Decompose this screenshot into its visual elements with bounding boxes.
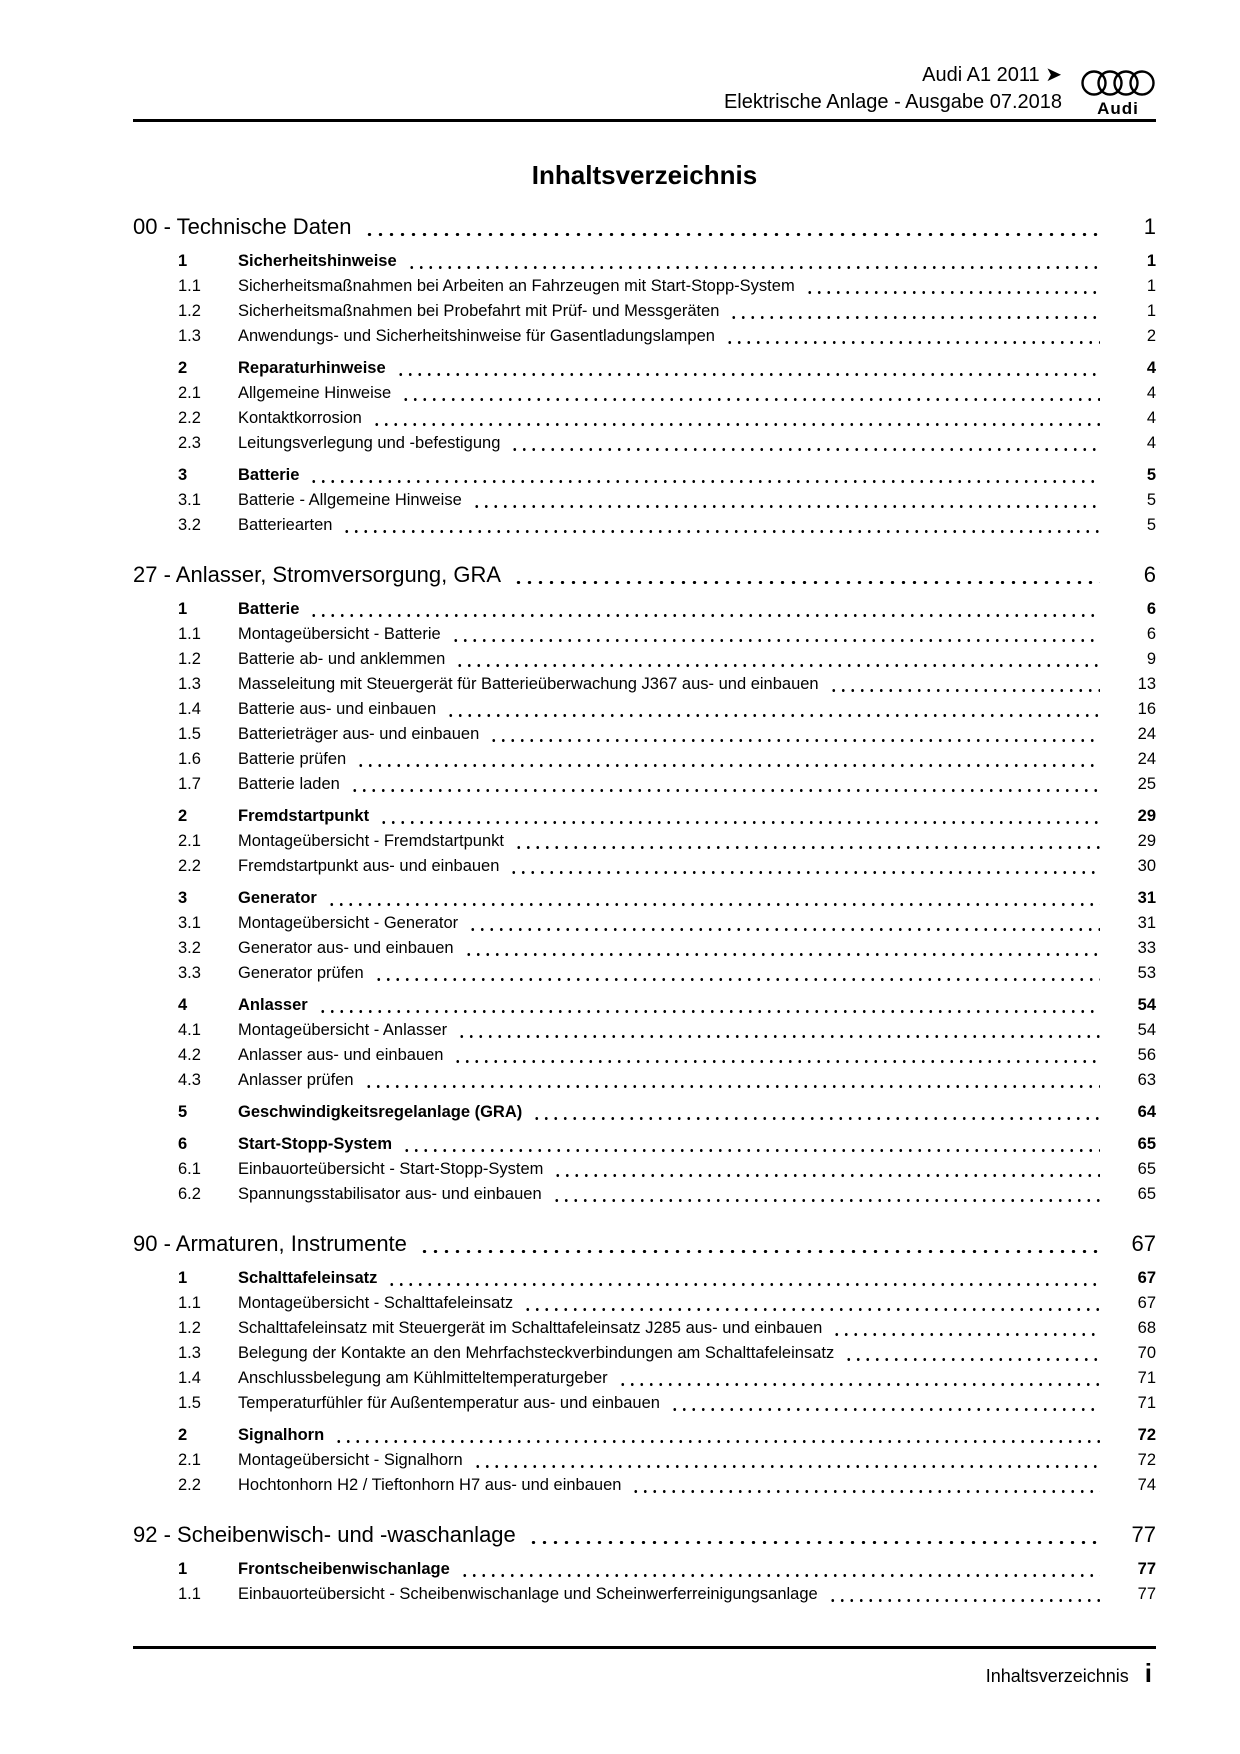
entry-page-number: 4 <box>1146 434 1156 452</box>
entry-page-number: 72 <box>1137 1451 1156 1469</box>
entry-number: 2.1 <box>178 384 201 402</box>
toc-entry-row <box>133 1100 1156 1125</box>
entry-number: 1.5 <box>178 725 201 743</box>
entry-number: 6.1 <box>178 1160 201 1178</box>
entry-number: 1 <box>178 252 188 270</box>
toc-entry-row <box>133 1018 1156 1043</box>
leader-dots <box>402 1149 1100 1152</box>
toc-entry-row <box>133 1473 1156 1498</box>
section-title: 90 - Armaturen, Instrumente <box>133 1231 407 1256</box>
entry-number: 5 <box>178 1103 188 1121</box>
leader-dots <box>446 714 1100 717</box>
toc-entry-row <box>133 993 1156 1018</box>
entry-title: Frontscheibenwischanlage <box>238 1560 450 1578</box>
entry-page-number: 29 <box>1137 832 1156 850</box>
entry-number: 4.2 <box>178 1046 201 1064</box>
entry-page-number: 6 <box>1146 600 1156 618</box>
entry-title: Batteriearten <box>238 516 333 534</box>
entry-number: 1.6 <box>178 750 201 768</box>
entry-page-number: 16 <box>1137 700 1156 718</box>
entry-number: 2.2 <box>178 409 201 427</box>
leader-dots <box>805 291 1100 294</box>
section-entries <box>133 249 1156 538</box>
leader-dots <box>453 1060 1100 1063</box>
footer-rule <box>133 1646 1156 1649</box>
toc-entry-row <box>133 1043 1156 1068</box>
entry-number: 4.1 <box>178 1021 201 1039</box>
leader-dots <box>464 953 1100 956</box>
leader-dots <box>451 639 1100 642</box>
entry-page-number: 67 <box>1137 1294 1156 1312</box>
toc-entry-row <box>133 747 1156 772</box>
leader-dots <box>523 1308 1100 1311</box>
entry-page-number: 54 <box>1137 1021 1156 1039</box>
entry-page-number: 31 <box>1137 889 1156 907</box>
entry-page-number: 2 <box>1146 327 1156 345</box>
leader-dots <box>468 928 1100 931</box>
entry-title: Sicherheitshinweise <box>238 252 397 270</box>
entry-title: Hochtonhorn H2 / Tieftonhorn H7 aus- und einbauen <box>238 1476 622 1494</box>
section-title: 92 - Scheibenwisch- und -waschanlage <box>133 1522 516 1547</box>
entry-title: Batterie ab- und anklemmen <box>238 650 446 668</box>
entry-title: Masseleitung mit Steuergerät für Batterieüberwachung J367 aus- und einbauen <box>238 675 819 693</box>
toc-entry-row <box>133 406 1156 431</box>
entry-title: Einbauorteübersicht - Start-Stopp-System <box>238 1160 544 1178</box>
toc-entry-row <box>133 1391 1156 1416</box>
entry-title: Signalhorn <box>238 1426 325 1444</box>
entry-number: 1 <box>178 600 188 618</box>
leader-dots <box>364 1085 1100 1088</box>
entry-number: 1.4 <box>178 700 201 718</box>
entry-page-number: 71 <box>1137 1394 1156 1412</box>
entry-title: Reparaturhinweise <box>238 359 386 377</box>
toc-entry-row <box>133 356 1156 381</box>
entry-page-number: 77 <box>1137 1560 1156 1578</box>
entry-title: Montageübersicht - Fremdstartpunkt <box>238 832 504 850</box>
entry-page-number: 67 <box>1137 1269 1156 1287</box>
entry-number: 2.1 <box>178 1451 201 1469</box>
leader-dots <box>372 423 1100 426</box>
entry-number: 3.1 <box>178 491 201 509</box>
leader-dots <box>514 846 1100 849</box>
entry-number: 3.3 <box>178 964 201 982</box>
entry-number: 1.2 <box>178 302 201 320</box>
toc-entry-row <box>133 1423 1156 1448</box>
section-page-number: 1 <box>1143 214 1156 239</box>
toc-entry-row <box>133 1132 1156 1157</box>
section-page-number: 67 <box>1131 1231 1156 1256</box>
entry-page-number: 1 <box>1146 252 1156 270</box>
leader-dots <box>670 1408 1100 1411</box>
entry-title: Belegung der Kontakte an den Mehrfachsteckverbindungen am Schalttafeleinsatz <box>238 1344 835 1362</box>
entry-title: Anlasser aus- und einbauen <box>238 1046 444 1064</box>
entry-page-number: 63 <box>1137 1071 1156 1089</box>
section-row <box>133 1229 1156 1259</box>
entry-number: 1.3 <box>178 675 201 693</box>
section-row <box>133 560 1156 590</box>
entry-title: Fremdstartpunkt <box>238 807 370 825</box>
entry-page-number: 24 <box>1137 725 1156 743</box>
entry-title: Anwendungs- und Sicherheitshinweise für Gasentladungslampen <box>238 327 715 345</box>
entry-page-number: 5 <box>1146 466 1156 484</box>
entry-title: Montageübersicht - Schalttafeleinsatz <box>238 1294 514 1312</box>
leader-dots <box>618 1383 1100 1386</box>
toc-entry-row <box>133 299 1156 324</box>
entry-page-number: 65 <box>1137 1185 1156 1203</box>
entry-title: Batterieträger aus- und einbauen <box>238 725 480 743</box>
toc-entry-row <box>133 1291 1156 1316</box>
entry-number: 1.1 <box>178 1585 201 1603</box>
leader-dots <box>725 341 1100 344</box>
audi-wordmark: Audi <box>1097 99 1139 118</box>
entry-number: 1.1 <box>178 625 201 643</box>
entry-title: Spannungsstabilisator aus- und einbauen <box>238 1185 542 1203</box>
entry-number: 2.1 <box>178 832 201 850</box>
entry-title: Montageübersicht - Anlasser <box>238 1021 448 1039</box>
entry-title: Kontaktkorrosion <box>238 409 362 427</box>
toc-entry-row <box>133 936 1156 961</box>
entry-page-number: 5 <box>1146 516 1156 534</box>
entry-page-number: 29 <box>1137 807 1156 825</box>
section-page-number: 6 <box>1143 562 1156 587</box>
toc-section <box>133 560 1156 1207</box>
leader-dots <box>419 1250 1100 1253</box>
leader-dots <box>318 1010 1100 1013</box>
entry-title: Start-Stopp-System <box>238 1135 393 1153</box>
toc-entry-row <box>133 274 1156 299</box>
entry-title: Generator <box>238 889 317 907</box>
entry-title: Batterie laden <box>238 775 340 793</box>
entry-number: 3 <box>178 889 188 907</box>
leader-dots <box>374 978 1100 981</box>
page-footer <box>986 1658 1152 1689</box>
entry-number: 1.2 <box>178 650 201 668</box>
entry-number: 1.7 <box>178 775 201 793</box>
entry-number: 1.5 <box>178 1394 201 1412</box>
entry-page-number: 24 <box>1137 750 1156 768</box>
entry-title: Schalttafeleinsatz <box>238 1269 378 1287</box>
entry-number: 1.3 <box>178 327 201 345</box>
leader-dots <box>489 739 1100 742</box>
entry-title: Einbauorteübersicht - Scheibenwischanlage und Scheinwerferreinigungsanlage <box>238 1585 818 1603</box>
toc-entry-row <box>133 804 1156 829</box>
entry-number: 1 <box>178 1560 188 1578</box>
header-edition-line: Elektrische Anlage - Ausgabe 07.2018 <box>723 91 1062 113</box>
entry-page-number: 31 <box>1137 914 1156 932</box>
toc-entry-row <box>133 381 1156 406</box>
entry-title: Batterie - Allgemeine Hinweise <box>238 491 462 509</box>
leader-dots <box>327 903 1100 906</box>
entry-page-number: 68 <box>1137 1319 1156 1337</box>
toc-entry-row <box>133 911 1156 936</box>
toc-entry-row <box>133 854 1156 879</box>
entry-number: 1.4 <box>178 1369 201 1387</box>
toc-section <box>133 212 1156 538</box>
leader-dots <box>356 764 1100 767</box>
entry-title: Geschwindigkeitsregelanlage (GRA) <box>238 1103 523 1121</box>
entry-title: Anlasser prüfen <box>238 1071 354 1089</box>
toc-entry-row <box>133 324 1156 349</box>
entry-page-number: 4 <box>1146 409 1156 427</box>
entry-number: 6.2 <box>178 1185 201 1203</box>
entry-page-number: 1 <box>1146 302 1156 320</box>
footer-label: Inhaltsverzeichnis <box>985 1666 1129 1686</box>
toc-entry-row <box>133 513 1156 538</box>
footer-page-number: i <box>1144 1658 1152 1688</box>
leader-dots <box>350 789 1100 792</box>
entry-title: Schalttafeleinsatz mit Steuergerät im Schalttafeleinsatz J285 aus- und einbauen <box>238 1319 823 1337</box>
entry-page-number: 30 <box>1137 857 1156 875</box>
toc-entry-row <box>133 1366 1156 1391</box>
entry-number: 1.1 <box>178 1294 201 1312</box>
entry-page-number: 4 <box>1146 384 1156 402</box>
toc-entry-row <box>133 961 1156 986</box>
entry-page-number: 64 <box>1137 1103 1156 1121</box>
section-entries <box>133 1266 1156 1498</box>
entry-page-number: 71 <box>1137 1369 1156 1387</box>
entry-page-number: 74 <box>1137 1476 1156 1494</box>
entry-title: Generator prüfen <box>238 964 364 982</box>
toc-entry-row <box>133 463 1156 488</box>
leader-dots <box>309 480 1100 483</box>
leader-dots <box>729 316 1100 319</box>
toc-entry-row <box>133 722 1156 747</box>
entry-number: 3.2 <box>178 939 201 957</box>
leader-dots <box>457 1035 1100 1038</box>
entry-title: Fremdstartpunkt aus- und einbauen <box>238 857 500 875</box>
toc-entry-row <box>133 249 1156 274</box>
toc-entry-row <box>133 488 1156 513</box>
entry-title: Anlasser <box>238 996 308 1014</box>
entry-page-number: 6 <box>1146 625 1156 643</box>
entry-number: 2 <box>178 807 188 825</box>
entry-title: Sicherheitsmaßnahmen bei Probefahrt mit Prüf- und Messgeräten <box>238 302 720 320</box>
entry-title: Temperaturfühler für Außentemperatur aus- und einbauen <box>238 1394 660 1412</box>
entry-page-number: 25 <box>1137 775 1156 793</box>
section-entries <box>133 1557 1156 1607</box>
leader-dots <box>334 1440 1100 1443</box>
toc-entry-row <box>133 1316 1156 1341</box>
leader-dots <box>379 821 1100 824</box>
leader-dots <box>473 1465 1100 1468</box>
toc-entry-row <box>133 772 1156 797</box>
section-row <box>133 1520 1156 1550</box>
leader-dots <box>631 1490 1100 1493</box>
entry-title: Montageübersicht - Signalhorn <box>238 1451 463 1469</box>
toc-entry-row <box>133 829 1156 854</box>
entry-number: 4.3 <box>178 1071 201 1089</box>
section-title: 27 - Anlasser, Stromversorgung, GRA <box>133 562 502 587</box>
leader-dots <box>396 373 1100 376</box>
entry-title: Batterie <box>238 466 300 484</box>
toc-entry-row <box>133 1557 1156 1582</box>
leader-dots <box>455 664 1100 667</box>
content-area <box>133 0 1156 1607</box>
entry-page-number: 4 <box>1146 359 1156 377</box>
entry-page-number: 53 <box>1137 964 1156 982</box>
toc-entry-row <box>133 431 1156 456</box>
leader-dots <box>364 233 1100 236</box>
toc-entry-row <box>133 622 1156 647</box>
leader-dots <box>832 1333 1100 1336</box>
entry-title: Leitungsverlegung und -befestigung <box>238 434 501 452</box>
leader-dots <box>472 505 1100 508</box>
toc <box>133 212 1156 1607</box>
leader-dots <box>460 1574 1100 1577</box>
entry-number: 4 <box>178 996 188 1014</box>
entry-page-number: 72 <box>1137 1426 1156 1444</box>
entry-page-number: 33 <box>1137 939 1156 957</box>
entry-number: 6 <box>178 1135 188 1153</box>
section-row <box>133 212 1156 242</box>
leader-dots <box>844 1358 1100 1361</box>
toc-entry-row <box>133 1341 1156 1366</box>
leader-dots <box>532 1117 1100 1120</box>
toc-entry-row <box>133 1266 1156 1291</box>
entry-number: 1.2 <box>178 1319 201 1337</box>
entry-page-number: 77 <box>1137 1585 1156 1603</box>
entry-title: Batterie <box>238 600 300 618</box>
toc-entry-row <box>133 672 1156 697</box>
entry-number: 1.3 <box>178 1344 201 1362</box>
entry-number: 2.3 <box>178 434 201 452</box>
toc-entry-row <box>133 1068 1156 1093</box>
entry-number: 3.2 <box>178 516 201 534</box>
entry-title: Batterie aus- und einbauen <box>238 700 437 718</box>
leader-dots <box>552 1199 1100 1202</box>
leader-dots <box>387 1283 1100 1286</box>
toc-entry-row <box>133 1582 1156 1607</box>
leader-dots <box>829 689 1100 692</box>
toc-entry-row <box>133 647 1156 672</box>
entry-page-number: 65 <box>1137 1160 1156 1178</box>
leader-dots <box>553 1174 1100 1177</box>
section-entries <box>133 597 1156 1207</box>
toc-section <box>133 1229 1156 1498</box>
leader-dots <box>407 266 1100 269</box>
toc-entry-row <box>133 697 1156 722</box>
entry-page-number: 5 <box>1146 491 1156 509</box>
leader-dots <box>510 448 1100 451</box>
entry-title: Generator aus- und einbauen <box>238 939 454 957</box>
section-title: 00 - Technische Daten <box>133 214 352 239</box>
leader-dots <box>509 871 1100 874</box>
toc-entry-row <box>133 886 1156 911</box>
leader-dots <box>513 581 1100 584</box>
entry-title: Batterie prüfen <box>238 750 347 768</box>
page-title: Inhaltsverzeichnis <box>531 160 758 190</box>
entry-title: Allgemeine Hinweise <box>238 384 392 402</box>
entry-page-number: 54 <box>1137 996 1156 1014</box>
toc-entry-row <box>133 1182 1156 1207</box>
entry-number: 2 <box>178 359 188 377</box>
leader-dots <box>401 398 1100 401</box>
entry-number: 1 <box>178 1269 188 1287</box>
entry-number: 3.1 <box>178 914 201 932</box>
entry-page-number: 1 <box>1146 277 1156 295</box>
entry-number: 2.2 <box>178 857 201 875</box>
entry-number: 2 <box>178 1426 188 1444</box>
leader-dots <box>309 614 1100 617</box>
toc-entry-row <box>133 597 1156 622</box>
entry-title: Montageübersicht - Batterie <box>238 625 441 643</box>
leader-dots <box>828 1599 1100 1602</box>
toc-entry-row <box>133 1448 1156 1473</box>
entry-page-number: 13 <box>1137 675 1156 693</box>
entry-title: Anschlussbelegung am Kühlmitteltemperaturgeber <box>238 1369 608 1387</box>
toc-entry-row <box>133 1157 1156 1182</box>
header-vehicle-line: Audi A1 2011 ➤ <box>922 64 1062 86</box>
section-page-number: 77 <box>1131 1522 1156 1547</box>
entry-page-number: 56 <box>1137 1046 1156 1064</box>
leader-dots <box>528 1541 1100 1544</box>
leader-dots <box>342 530 1100 533</box>
entry-number: 1.1 <box>178 277 201 295</box>
toc-section <box>133 1520 1156 1607</box>
entry-page-number: 9 <box>1146 650 1156 668</box>
entry-title: Montageübersicht - Generator <box>238 914 459 932</box>
entry-page-number: 70 <box>1137 1344 1156 1362</box>
entry-number: 2.2 <box>178 1476 201 1494</box>
entry-number: 3 <box>178 466 188 484</box>
entry-page-number: 65 <box>1137 1135 1156 1153</box>
entry-title: Sicherheitsmaßnahmen bei Arbeiten an Fahrzeugen mit Start-Stopp-System <box>238 277 795 295</box>
